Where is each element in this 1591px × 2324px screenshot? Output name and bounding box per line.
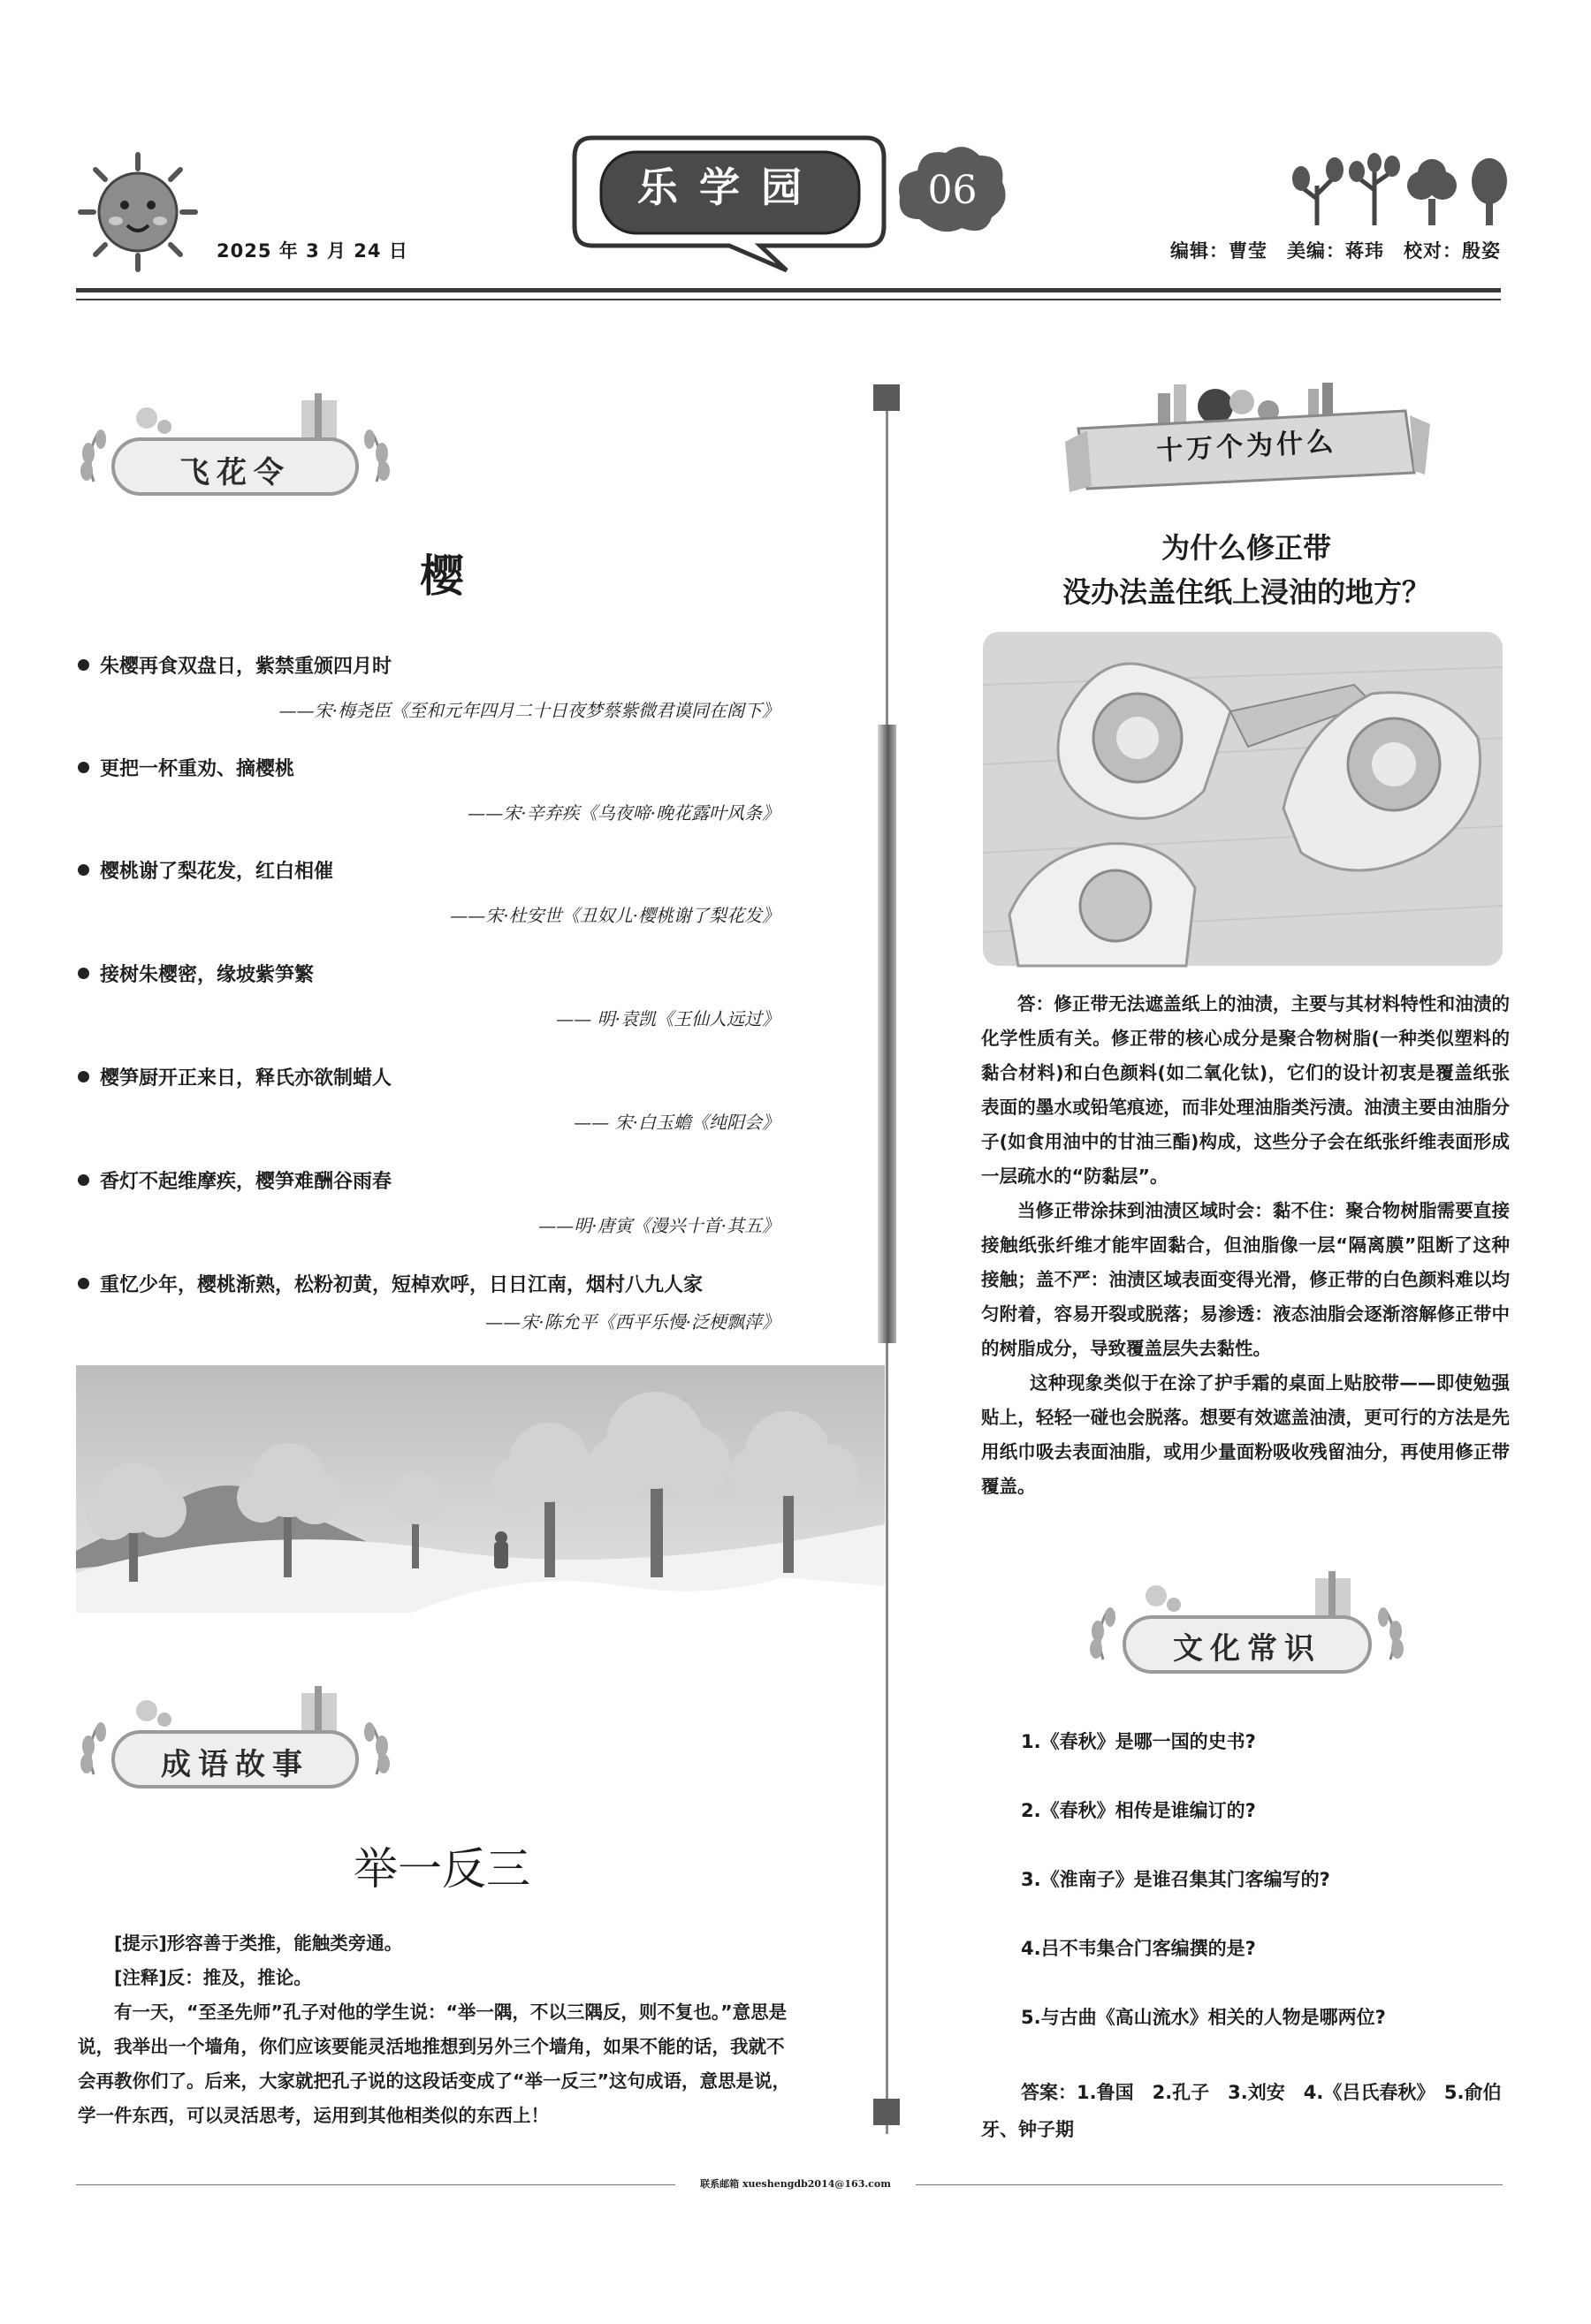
staff-credits: 编辑：曹莹 美编：蒋玮 校对：殷姿 [1170,240,1501,262]
poem-title: 樱 [420,550,464,602]
divider-square-top [873,384,900,411]
verse-item [78,960,785,1030]
verse-source: —— 明·袁凯《王仙人远过》 [556,1008,780,1029]
verse-item [78,651,785,722]
verse-text: 接树朱樱密，缘坡紫笋繁 [100,964,315,986]
quiz-question: 3.《淮南子》是谁召集其门客编写的? [1021,1869,1330,1890]
quiz-question: 5.与古曲《高山流水》相关的人物是哪两位? [1021,2007,1386,2028]
verse-text: 重忆少年，樱桃渐熟，松粉初黄，短棹欢呼，日日江南，烟村八九人家 [100,1274,704,1296]
sun-icon [76,146,200,278]
verse-text: 更把一杯重劝、摘樱桃 [100,758,295,780]
verse-text: 樱笋厨开正来日，释氏亦欲制蜡人 [100,1067,392,1090]
quiz-question: 4.吕不韦集合门客编撰的是? [1021,1938,1256,1959]
verse-source: ——宋·陈允平《西平乐慢·泛梗飘萍》 [485,1311,780,1333]
idiom-story-text: 有一天，“至圣先师”孔子对他的学生说：“举一隅，不以三隅反，则不复也。”意思是说，我举出一个墙角，你们应该要能灵活地推想到另外三个墙角，如果不能的话，我就不会再教你们了。后来，大家就把孔子说的这段话变成了“举一反三”这句成语，意思是说，学一件东西，可以灵活思考，运用到其他相类似的东西上！ [78,2001,790,2126]
header-rule [76,288,1501,292]
bullet-icon [78,659,89,671]
verse-text: 樱桃谢了梨花发，红白相催 [100,861,334,883]
verse-source: ——明·唐寅《漫兴十首·其五》 [538,1215,780,1236]
bullet-icon [78,1071,89,1082]
idiom-story [78,1926,794,2133]
correction-tape-photo [983,632,1503,966]
divider-square-bottom [873,2099,900,2125]
verse-item [78,1063,785,1134]
verse-text: 香灯不起维摩疾，樱笋难酬谷雨春 [100,1171,392,1193]
verse-item [78,1166,785,1237]
masthead-title: 乐学园 [637,163,823,211]
quiz-question: 2.《春秋》相传是谁编订的? [1021,1800,1256,1821]
issue-date: 2025 年 3 月 24 日 [217,240,408,262]
why-answer-paragraph: 答：修正带无法遮盖纸上的油渍，主要与其材料特性和油渍的化学性质有关。修正带的核心成分是聚合物树脂(一种类似塑料的黏合材料)和白色颜料(如二氧化钛)，它们的设计初衷是覆盖纸张表面的墨水或铅笔痕迹，而非处理油脂类污渍。油渍主要由油脂分子(如食用油中的甘油三酯)构成，这些分子会在纸张纤维表面形成一层疏水的“防黏层”。 [981,993,1510,1187]
tree-icons [1290,150,1511,230]
idiom-hint: [提示]形容善于类推，能触类旁通。 [114,1933,403,1954]
verse-item [78,1270,785,1333]
verse-source: ——宋·梅尧臣《至和元年四月二十日夜梦蔡紫微君谟同在阁下》 [278,700,780,721]
why-question-line2: 没办法盖住纸上浸油的地方？ [1062,575,1430,609]
quiz-question: 1.《春秋》是哪一国的史书? [1021,1731,1256,1752]
why-answer [981,987,1510,1504]
why-answer-paragraph: 当修正带涂抹到油渍区域时会：黏不住：聚合物树脂需要直接接触纸张纤维才能牢固黏合，但油脂像一层“隔离膜”阻断了这种接触；盖不严：油渍区域表面变得光滑，修正带的白色颜料难以均匀附着，容易开裂或脱落；易渗透：液态油脂会逐渐溶解修正带中的树脂成分，导致覆盖层失去黏性。 [981,1200,1510,1359]
culture-label: 文化常识 [1173,1631,1321,1667]
header-rule-thin [76,299,1501,300]
verse-source: ——宋·辛弃疾《乌夜啼·晚花露叶风条》 [468,802,780,824]
bullet-icon [78,1278,89,1289]
bullet-icon [78,1174,89,1186]
feihualing-label: 飞花令 [179,455,291,490]
verse-source: —— 宋·白玉蟾《纯阳会》 [574,1112,780,1133]
why-question-line1: 为什么修正带 [1161,531,1331,565]
verse-item [78,754,785,824]
bullet-icon [78,968,89,979]
page-number: 06 [927,168,978,213]
verse-item [78,856,785,927]
verse-source: ——宋·杜安世《丑奴儿·樱桃谢了梨花发》 [450,905,780,926]
cherry-blossom-illustration [76,1365,885,1613]
idiom-title: 举一反三 [354,1843,530,1895]
why-answer-paragraph: 这种现象类似于在涂了护手霜的桌面上贴胶带——即使勉强贴上，轻轻一碰也会脱落。想要有效遮盖油渍，更可行的方法是先用纸巾吸去表面油脂，或用少量面粉吸收残留油分，再使用修正带覆盖。 [981,1372,1510,1497]
why-question [981,526,1511,614]
bullet-icon [78,864,89,876]
why-label: 十万个为什么 [1155,426,1337,467]
idiom-label: 成语故事 [161,1747,309,1782]
bullet-icon [78,762,89,773]
idiom-note: [注释]反：推及，推论。 [114,1967,312,1988]
footer-contact: 联系邮箱 xueshengdb2014@163.com [700,2178,891,2190]
quiz-answers: 答案：1.鲁国 2.孔子 3.刘安 4.《吕氏春秋》 5.俞伯牙、钟子期 [981,2082,1502,2140]
verse-text: 朱樱再食双盘日，紫禁重颁四月时 [100,656,392,678]
column-divider-band [878,725,896,1343]
